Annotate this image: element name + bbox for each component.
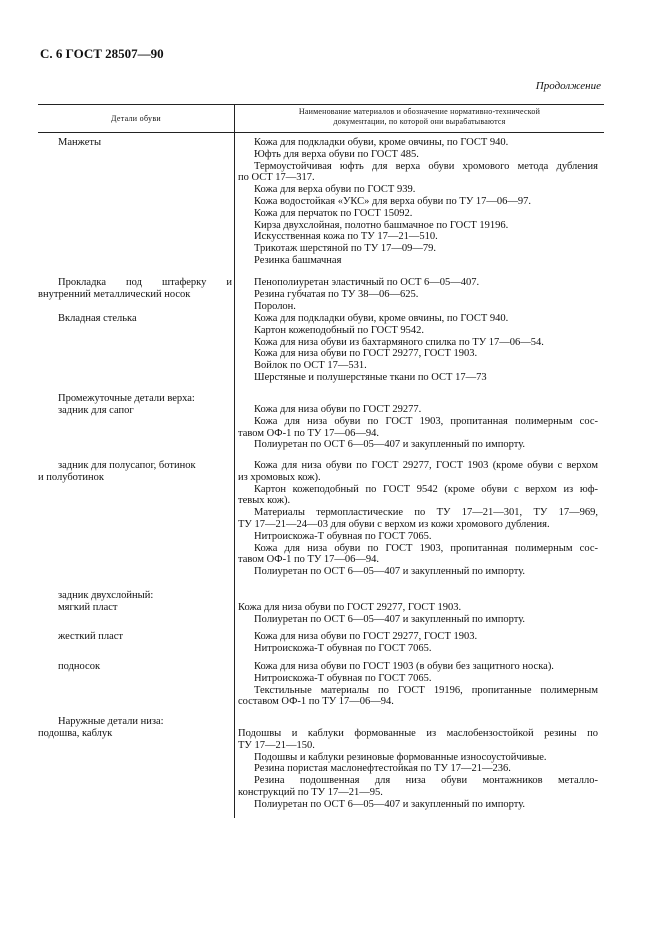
part-line: подносок — [58, 661, 101, 672]
part-cell — [38, 716, 232, 740]
material-line: по ОСТ 17—317. — [238, 172, 315, 184]
material-line: Трикотаж шерстяной по ТУ 17—09—79. — [254, 243, 436, 255]
material-line: Кожа для низа обуви по ГОСТ 29277, ГОСТ 1903. — [238, 602, 462, 613]
material-line: Кожа для низа обуви по ГОСТ 1903 (в обуви без защитного носка). — [254, 661, 554, 672]
material-line: Полиуретан по ОСТ 6—05—407 и закупленный по импорту. — [254, 439, 526, 451]
material-line: Искусственная кожа по ТУ 17—21—510. — [254, 231, 438, 243]
material-line: Полиуретан по ОСТ 6—05—407 и закупленный по импорту. — [254, 566, 526, 578]
materials-cell — [238, 631, 598, 655]
materials-cell — [238, 137, 598, 267]
material-line: Войлок по ОСТ 17—531. — [254, 360, 367, 372]
material-line: ТУ 17—21—24—03 для обуви с верхом из кожи хромового дубления. — [238, 518, 550, 530]
part-line: и полуботинок — [38, 471, 104, 483]
body-divider — [234, 132, 235, 818]
material-line: Кожа для верха обуви по ГОСТ 939. — [254, 184, 416, 196]
material-line: Нитроискожа-Т обувная по ГОСТ 7065. — [254, 672, 432, 684]
material-line: Подошвы и каблуки формованные из маслобензостойкой резины по — [238, 728, 598, 739]
part-line: Прокладка под штаферку и — [58, 277, 232, 288]
part-line: задник двухслойный: — [58, 590, 154, 601]
material-line: Резина подошвенная для низа обуви монтажников металло- — [254, 775, 598, 787]
part-cell — [38, 137, 232, 149]
material-line: тавом ОФ-1 по ТУ 17—06—94. — [238, 554, 380, 566]
material-line: тевых кож). — [238, 495, 291, 507]
materials-cell — [238, 277, 598, 312]
part-cell — [38, 661, 232, 673]
materials-cell — [238, 661, 598, 708]
material-line: Картон кожеподобный по ГОСТ 9542 (кроме обуви с верхом из юф- — [254, 483, 598, 495]
part-cell — [38, 393, 232, 417]
column-header-materials-line: документации, по которой они вырабатываются — [333, 117, 506, 126]
materials-cell — [238, 460, 598, 578]
column-header-materials-line: Наименование материалов и обозначение нормативно-технической — [298, 107, 541, 116]
material-line: составом ОФ-1 по ТУ 17—06—94. — [238, 696, 394, 708]
part-line: задник для полусапог, ботинок — [58, 460, 196, 471]
material-line: тавом ОФ-1 по ТУ 17—06—94. — [238, 427, 380, 439]
material-line: Полиуретан по ОСТ 6—05—407 и закупленный по импорту. — [254, 613, 526, 625]
column-header-parts: Детали обуви — [110, 113, 162, 123]
part-cell — [38, 313, 232, 325]
material-line: Картон кожеподобный по ГОСТ 9542. — [254, 324, 425, 336]
material-line: Кожа для низа обуви по ГОСТ 1903, пропитанная полимерным сос- — [254, 542, 598, 554]
page-header: С. 6 ГОСТ 28507—90 — [40, 46, 164, 61]
materials-cell — [238, 602, 598, 626]
material-line: Материалы термопластические по ТУ 17—21—301, ТУ 17—969, — [254, 507, 598, 519]
table-header-rule — [38, 132, 604, 133]
material-line: Термоустойчивая юфть для верха обуви хромового метода дубления — [254, 160, 598, 172]
material-line: Полиуретан по ОСТ 6—05—407 и закупленный по импорту. — [254, 798, 526, 810]
part-cell — [38, 590, 232, 614]
part-line: Наружные детали низа: — [58, 716, 164, 727]
material-line: Кожа для низа обуви из бахтармяного спилка по ТУ 17—06—54. — [254, 336, 544, 348]
part-line: Вкладная стелька — [58, 313, 137, 324]
material-line: Резина пористая маслонефтестойкая по ТУ 17—21—236. — [254, 763, 511, 775]
part-cell — [38, 631, 232, 643]
materials-cell — [238, 404, 598, 451]
material-line: Кожа для низа обуви по ГОСТ 29277. — [254, 404, 422, 415]
continuation-label: Продолжение — [535, 80, 601, 92]
material-line: Кожа для низа обуви по ГОСТ 29277, ГОСТ 1903 (кроме обуви с верхом — [254, 460, 598, 471]
part-cell — [38, 460, 232, 484]
material-line: Кожа для перчаток по ГОСТ 15092. — [254, 207, 413, 219]
material-line: Кожа для подкладки обуви, кроме овчины, по ГОСТ 940. — [254, 313, 509, 324]
material-line: Кожа для низа обуви по ГОСТ 29277, ГОСТ 1903. — [254, 348, 478, 360]
material-line: Нитроискожа-Т обувная по ГОСТ 7065. — [254, 642, 432, 654]
material-line: конструкций по ТУ 17—21—95. — [238, 786, 383, 798]
material-line: Кожа для подкладки обуви, кроме овчины, по ГОСТ 940. — [254, 137, 509, 148]
material-line: Нитроискожа-Т обувная по ГОСТ 7065. — [254, 530, 432, 542]
material-line: Юфть для верха обуви по ГОСТ 485. — [254, 148, 419, 160]
part-line: Промежуточные детали верха: — [58, 393, 195, 404]
part-line: внутренний металлический носок — [38, 288, 191, 300]
material-line: из хромовых кож). — [238, 471, 321, 483]
part-line: Манжеты — [58, 137, 102, 148]
material-line: Поролон. — [254, 300, 296, 312]
materials-cell — [238, 313, 598, 384]
material-line: Шерстяные и полушерстяные ткани по ОСТ 17—73 — [254, 371, 487, 383]
material-line: Резина губчатая по ТУ 38—06—625. — [254, 288, 419, 300]
part-line: мягкий пласт — [58, 601, 118, 613]
material-line: Подошвы и каблуки резиновые формованные износоустойчивые. — [254, 751, 547, 763]
material-line: Кожа для низа обуви по ГОСТ 29277, ГОСТ 1903. — [254, 631, 478, 642]
material-line: Кожа для низа обуви по ГОСТ 1903, пропитанная полимерным сос- — [254, 415, 598, 427]
material-line: Кожа водостойкая «УКС» для верха обуви по ТУ 17—06—97. — [254, 195, 532, 207]
material-line: Резинка башмачная — [254, 254, 342, 266]
material-line: Текстильные материалы по ГОСТ 19196, пропитанные полимерным — [254, 684, 598, 696]
part-cell — [38, 277, 232, 301]
part-line: подошва, каблук — [38, 727, 113, 739]
part-line: жесткий пласт — [58, 631, 124, 642]
column-header-materials — [235, 107, 604, 131]
material-line: Пенополиуретан эластичный по ОСТ 6—05—407. — [254, 277, 480, 288]
material-line: ТУ 17—21—150. — [238, 739, 315, 751]
materials-cell — [238, 728, 598, 811]
part-line: задник для сапог — [58, 404, 134, 416]
material-line: Кирза двухслойная, полотно башмачное по ГОСТ 19196. — [254, 219, 509, 231]
